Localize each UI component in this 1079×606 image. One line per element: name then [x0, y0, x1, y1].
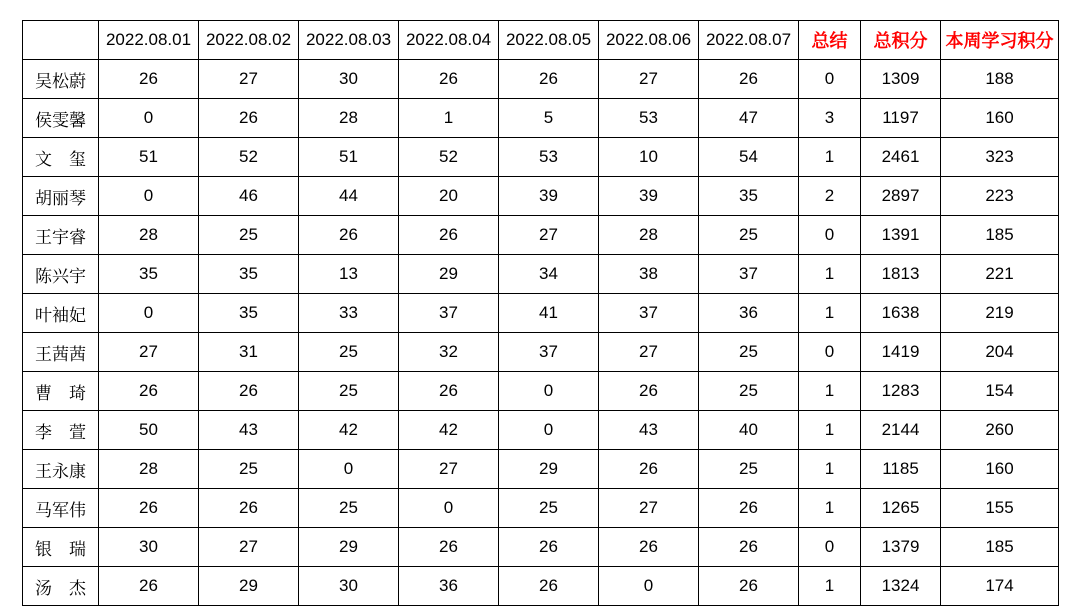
- student-name-cell: 王茜茜: [23, 333, 99, 372]
- day-score-cell: 35: [699, 177, 799, 216]
- weekly-points-cell: 188: [941, 60, 1059, 99]
- total-points-cell: 2897: [861, 177, 941, 216]
- day-score-cell: 27: [599, 60, 699, 99]
- day-score-cell: 25: [699, 333, 799, 372]
- student-name-cell: 叶袖妃: [23, 294, 99, 333]
- day-score-cell: 25: [299, 372, 399, 411]
- weekly-points-cell: 174: [941, 567, 1059, 606]
- day-score-cell: 25: [699, 216, 799, 255]
- weekly-points-cell: 204: [941, 333, 1059, 372]
- day-score-cell: 46: [199, 177, 299, 216]
- day-score-cell: 26: [399, 372, 499, 411]
- day-score-cell: 35: [99, 255, 199, 294]
- day-score-cell: 37: [399, 294, 499, 333]
- day-score-cell: 34: [499, 255, 599, 294]
- weekly-points-cell: 185: [941, 216, 1059, 255]
- student-name-cell: 马军伟: [23, 489, 99, 528]
- day-score-cell: 37: [699, 255, 799, 294]
- student-name-cell: 王宇睿: [23, 216, 99, 255]
- weekly-points-cell: 219: [941, 294, 1059, 333]
- table-row: [23, 489, 1059, 528]
- header-cell-summary-9: 总积分: [861, 21, 941, 60]
- day-score-cell: 25: [199, 450, 299, 489]
- total-points-cell: 1197: [861, 99, 941, 138]
- total-points-cell: 1185: [861, 450, 941, 489]
- table-row: [23, 138, 1059, 177]
- total-points-cell: 1638: [861, 294, 941, 333]
- day-score-cell: 32: [399, 333, 499, 372]
- day-score-cell: 25: [699, 450, 799, 489]
- header-cell-date-2: 2022.08.02: [199, 21, 299, 60]
- student-name-cell: 侯雯馨: [23, 99, 99, 138]
- student-name-cell: 李 萱: [23, 411, 99, 450]
- summary-cell: 2: [799, 177, 861, 216]
- day-score-cell: 51: [99, 138, 199, 177]
- header-cell-summary-8: 总结: [799, 21, 861, 60]
- weekly-study-score-table: [22, 20, 1059, 606]
- total-points-cell: 1283: [861, 372, 941, 411]
- day-score-cell: 26: [299, 216, 399, 255]
- day-score-cell: 29: [299, 528, 399, 567]
- weekly-points-cell: 154: [941, 372, 1059, 411]
- day-score-cell: 41: [499, 294, 599, 333]
- day-score-cell: 27: [199, 60, 299, 99]
- day-score-cell-highlighted: 0: [499, 411, 599, 450]
- day-score-cell: 26: [399, 216, 499, 255]
- day-score-cell: 26: [399, 528, 499, 567]
- summary-cell: 3: [799, 99, 861, 138]
- day-score-cell: 26: [499, 528, 599, 567]
- day-score-cell: 25: [299, 333, 399, 372]
- summary-cell: 1: [799, 255, 861, 294]
- day-score-cell: 26: [99, 567, 199, 606]
- summary-cell: 0: [799, 216, 861, 255]
- total-points-cell: 1813: [861, 255, 941, 294]
- table-row: [23, 567, 1059, 606]
- day-score-cell: 27: [99, 333, 199, 372]
- table-row: [23, 255, 1059, 294]
- table-row: [23, 333, 1059, 372]
- day-score-cell-highlighted: 10: [599, 138, 699, 177]
- table-row: [23, 294, 1059, 333]
- student-name-cell: 汤 杰: [23, 567, 99, 606]
- day-score-cell-highlighted: 0: [599, 567, 699, 606]
- day-score-cell: 52: [199, 138, 299, 177]
- day-score-cell: 26: [699, 528, 799, 567]
- total-points-cell: 2461: [861, 138, 941, 177]
- day-score-cell: 31: [199, 333, 299, 372]
- day-score-cell: 50: [99, 411, 199, 450]
- weekly-points-cell: 160: [941, 99, 1059, 138]
- day-score-cell: 30: [299, 567, 399, 606]
- day-score-cell: 38: [599, 255, 699, 294]
- summary-cell: 1: [799, 294, 861, 333]
- day-score-cell: 42: [399, 411, 499, 450]
- header-cell-date-3: 2022.08.03: [299, 21, 399, 60]
- day-score-cell: 51: [299, 138, 399, 177]
- weekly-points-cell: 185: [941, 528, 1059, 567]
- table-row: [23, 411, 1059, 450]
- day-score-cell-highlighted: 0: [399, 489, 499, 528]
- day-score-cell: 35: [199, 255, 299, 294]
- header-row: [23, 21, 1059, 60]
- student-name-cell: 银 瑞: [23, 528, 99, 567]
- total-points-cell: 1265: [861, 489, 941, 528]
- total-points-cell: 1379: [861, 528, 941, 567]
- header-cell-date-4: 2022.08.04: [399, 21, 499, 60]
- summary-cell: 0: [799, 60, 861, 99]
- day-score-cell-highlighted: 0: [99, 177, 199, 216]
- summary-cell: 1: [799, 411, 861, 450]
- day-score-cell: 26: [99, 489, 199, 528]
- day-score-cell: 26: [699, 567, 799, 606]
- day-score-cell-highlighted: 20: [399, 177, 499, 216]
- day-score-cell: 36: [699, 294, 799, 333]
- day-score-cell: 26: [199, 99, 299, 138]
- day-score-cell: 27: [599, 333, 699, 372]
- day-score-cell: 25: [299, 489, 399, 528]
- day-score-cell: 27: [599, 489, 699, 528]
- header-cell-date-5: 2022.08.05: [499, 21, 599, 60]
- day-score-cell: 25: [499, 489, 599, 528]
- day-score-cell: 26: [199, 489, 299, 528]
- student-name-cell: 文 玺: [23, 138, 99, 177]
- day-score-cell: 40: [699, 411, 799, 450]
- day-score-cell: 26: [599, 372, 699, 411]
- day-score-cell: 33: [299, 294, 399, 333]
- day-score-cell-highlighted: 1: [399, 99, 499, 138]
- student-name-cell: 吴松蔚: [23, 60, 99, 99]
- day-score-cell: 42: [299, 411, 399, 450]
- day-score-cell: 39: [499, 177, 599, 216]
- summary-cell: 1: [799, 567, 861, 606]
- day-score-cell: 26: [99, 372, 199, 411]
- table-row: [23, 450, 1059, 489]
- table-row: [23, 372, 1059, 411]
- day-score-cell: 47: [699, 99, 799, 138]
- day-score-cell: 37: [499, 333, 599, 372]
- table-row: [23, 99, 1059, 138]
- weekly-points-cell: 323: [941, 138, 1059, 177]
- weekly-points-cell: 221: [941, 255, 1059, 294]
- table-row: [23, 528, 1059, 567]
- weekly-points-cell: 160: [941, 450, 1059, 489]
- day-score-cell: 25: [699, 372, 799, 411]
- day-score-cell: 28: [299, 99, 399, 138]
- day-score-cell: 35: [199, 294, 299, 333]
- total-points-cell: 1391: [861, 216, 941, 255]
- summary-cell: 0: [799, 333, 861, 372]
- day-score-cell: 54: [699, 138, 799, 177]
- day-score-cell: 43: [199, 411, 299, 450]
- day-score-cell: 28: [599, 216, 699, 255]
- day-score-cell-highlighted: 5: [499, 99, 599, 138]
- student-name-cell: 胡丽琴: [23, 177, 99, 216]
- header-cell-date-1: 2022.08.01: [99, 21, 199, 60]
- day-score-cell: 39: [599, 177, 699, 216]
- day-score-cell: 28: [99, 216, 199, 255]
- day-score-cell-highlighted: 0: [499, 372, 599, 411]
- header-cell-date-6: 2022.08.06: [599, 21, 699, 60]
- day-score-cell: 25: [199, 216, 299, 255]
- day-score-cell: 26: [699, 489, 799, 528]
- table-row: [23, 60, 1059, 99]
- day-score-cell-highlighted: 0: [299, 450, 399, 489]
- summary-cell: 0: [799, 528, 861, 567]
- total-points-cell: 1324: [861, 567, 941, 606]
- student-name-cell: 曹 琦: [23, 372, 99, 411]
- day-score-cell-highlighted: 0: [99, 294, 199, 333]
- weekly-points-cell: 260: [941, 411, 1059, 450]
- header-corner-cell: [23, 21, 99, 60]
- day-score-cell: 30: [299, 60, 399, 99]
- day-score-cell: 26: [599, 528, 699, 567]
- summary-cell: 1: [799, 138, 861, 177]
- day-score-cell: 26: [499, 60, 599, 99]
- summary-cell: 1: [799, 372, 861, 411]
- day-score-cell: 52: [399, 138, 499, 177]
- student-name-cell: 陈兴宇: [23, 255, 99, 294]
- table-row: [23, 216, 1059, 255]
- summary-cell: 1: [799, 450, 861, 489]
- score-table-container: [22, 20, 1059, 606]
- day-score-cell: 27: [199, 528, 299, 567]
- day-score-cell: 29: [499, 450, 599, 489]
- table-row: [23, 177, 1059, 216]
- day-score-cell: 37: [599, 294, 699, 333]
- total-points-cell: 1419: [861, 333, 941, 372]
- header-cell-summary-10: 本周学习积分: [941, 21, 1059, 60]
- day-score-cell: 26: [99, 60, 199, 99]
- table-body: [23, 60, 1059, 606]
- day-score-cell-highlighted: 13: [299, 255, 399, 294]
- weekly-points-cell: 155: [941, 489, 1059, 528]
- day-score-cell: 29: [199, 567, 299, 606]
- total-points-cell: 1309: [861, 60, 941, 99]
- weekly-points-cell: 223: [941, 177, 1059, 216]
- day-score-cell: 26: [399, 60, 499, 99]
- day-score-cell: 26: [199, 372, 299, 411]
- day-score-cell: 30: [99, 528, 199, 567]
- student-name-cell: 王永康: [23, 450, 99, 489]
- summary-cell: 1: [799, 489, 861, 528]
- day-score-cell: 26: [699, 60, 799, 99]
- day-score-cell: 26: [599, 450, 699, 489]
- header-cell-date-7: 2022.08.07: [699, 21, 799, 60]
- day-score-cell: 53: [499, 138, 599, 177]
- day-score-cell: 28: [99, 450, 199, 489]
- day-score-cell: 27: [399, 450, 499, 489]
- day-score-cell: 44: [299, 177, 399, 216]
- day-score-cell: 27: [499, 216, 599, 255]
- day-score-cell: 26: [499, 567, 599, 606]
- day-score-cell: 36: [399, 567, 499, 606]
- table-header: [23, 21, 1059, 60]
- day-score-cell: 53: [599, 99, 699, 138]
- day-score-cell: 29: [399, 255, 499, 294]
- day-score-cell: 43: [599, 411, 699, 450]
- day-score-cell-highlighted: 0: [99, 99, 199, 138]
- total-points-cell: 2144: [861, 411, 941, 450]
